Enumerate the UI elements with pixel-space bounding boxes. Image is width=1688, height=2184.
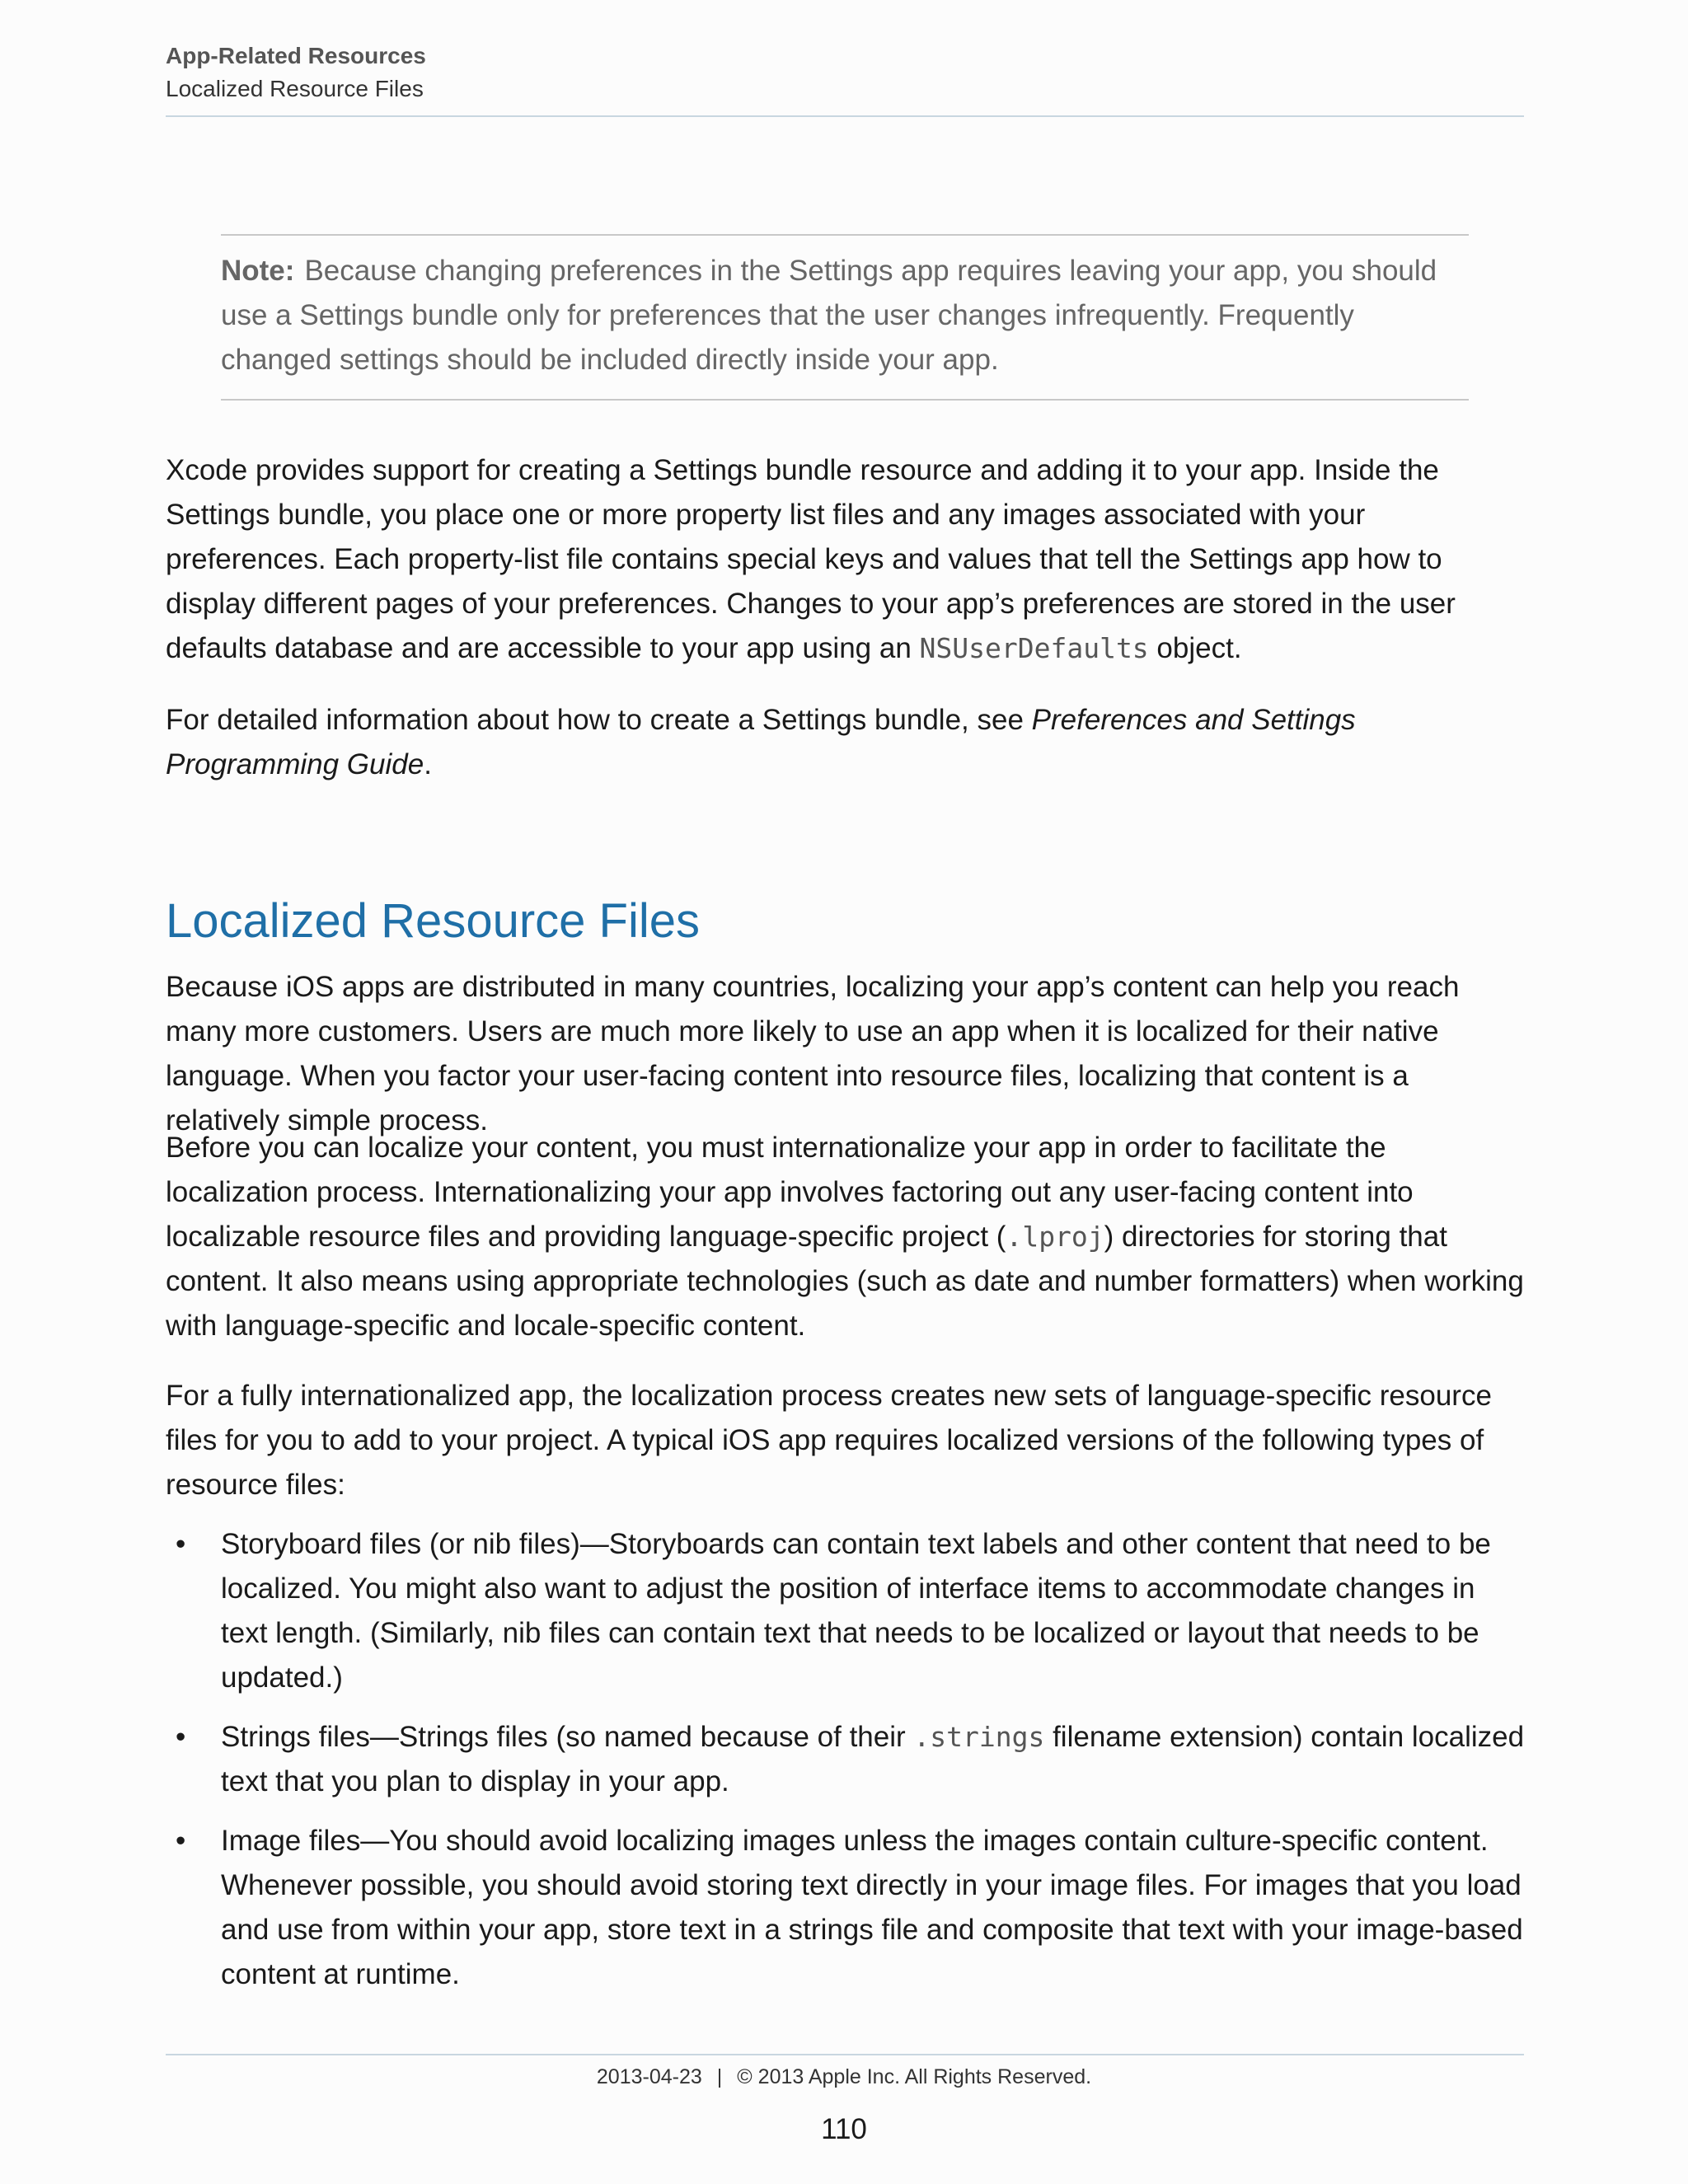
footer-date: 2013-04-23 xyxy=(596,2065,702,2088)
paragraph-text: For detailed information about how to create a Settings bundle, see xyxy=(166,704,1024,736)
footer-separator: | xyxy=(716,2065,723,2088)
running-header xyxy=(166,40,1524,105)
list-item-text: Strings files—Strings files (so named because of their xyxy=(221,1721,906,1753)
guide-link[interactable]: Preferences and Settings Programming Guide xyxy=(166,704,1356,780)
paragraph-text: Because iOS apps are distributed in many countries, localizing your app’s content can help you reach many more customers. Users are much more likely to use an app when it is localized for their native language. When you factor your user-facing content into resource files, localizing that content is a relatively simple process. xyxy=(166,971,1460,1137)
note-box xyxy=(221,234,1469,401)
paragraph-settings-guide xyxy=(166,698,1526,787)
paragraph-text: For a fully internationalized app, the localization process creates new sets of language-specific resource files for you to add to your project. A typical iOS app requires localized versions of the following types of resource files: xyxy=(166,1380,1492,1501)
page-footer xyxy=(0,2065,1688,2089)
note-text: Because changing preferences in the Settings app requires leaving your app, you should use a Settings bundle only for preferences that the user changes infrequently. Frequently changed settings should be included directly inside your app. xyxy=(221,255,1437,376)
code-lproj: .lproj xyxy=(1006,1221,1104,1253)
footer-divider xyxy=(166,2054,1524,2055)
note-label: Note: xyxy=(221,255,295,287)
header-divider xyxy=(166,115,1524,117)
paragraph-text: object. xyxy=(1156,632,1242,664)
paragraph-text: Xcode provides support for creating a Settings bundle resource and adding it to your app. Inside the Settings bundle, you place one or more property list files and any images associated with your preferences. Each property-list file contains special keys and values that tell the Settings app how to display different pages of your preferences. Changes to your app’s preferences are stored in the user defaults database and are accessible to your app using an xyxy=(166,454,1456,664)
resource-type-list xyxy=(166,1522,1526,2012)
section-heading: Localized Resource Files xyxy=(166,894,700,948)
bullet-glyph: • xyxy=(176,1721,186,1753)
list-item-text: Storyboard files (or nib files)—Storyboards can contain text labels and other content that need to be localized. You might also want to adjust the position of interface items to accommodate changes in text length. (Similarly, nib files can contain text that needs to be localized or layout that needs to be updated.) xyxy=(221,1528,1491,1694)
list-item xyxy=(166,1819,1526,1997)
paragraph-internationalize xyxy=(166,1126,1526,1348)
header-section-title: Localized Resource Files xyxy=(166,76,424,101)
paragraph-text: Before you can localize your content, you must internationalize your app in order to facilitate the localization process. Internationalizing your app involves factoring out any user-facing content into localizable resource files and providing language-specific project ( xyxy=(166,1132,1414,1253)
paragraph-localization-intro xyxy=(166,965,1526,1143)
footer-copyright: © 2013 Apple Inc. All Rights Reserved. xyxy=(737,2065,1092,2088)
bullet-glyph: • xyxy=(176,1825,186,1857)
paragraph-text: . xyxy=(424,748,432,780)
list-item xyxy=(166,1715,1526,1804)
header-chapter-title: App-Related Resources xyxy=(166,43,426,68)
list-item-text: Image files—You should avoid localizing images unless the images contain culture-specific content. Whenever possible, you should avoid storing text directly in your image files. For images that you load and use from within your app, store text in a strings file and composite that text with your image-based content at runtime. xyxy=(221,1825,1523,1990)
paragraph-text: ) directories for storing that content. It also means using appropriate technologies (such as date and number formatters) when working with language-specific and locale-specific content. xyxy=(166,1221,1524,1342)
list-item-text: filename extension) contain localized text that you plan to display in your app. xyxy=(221,1721,1525,1797)
code-nsuserdefaults: NSUserDefaults xyxy=(919,632,1149,664)
list-item xyxy=(166,1522,1526,1700)
bullet-glyph: • xyxy=(176,1528,186,1560)
page-number: 110 xyxy=(821,2113,867,2145)
code-strings: .strings xyxy=(913,1721,1045,1753)
paragraph-settings-bundle xyxy=(166,448,1526,671)
paragraph-resource-types xyxy=(166,1374,1526,1507)
